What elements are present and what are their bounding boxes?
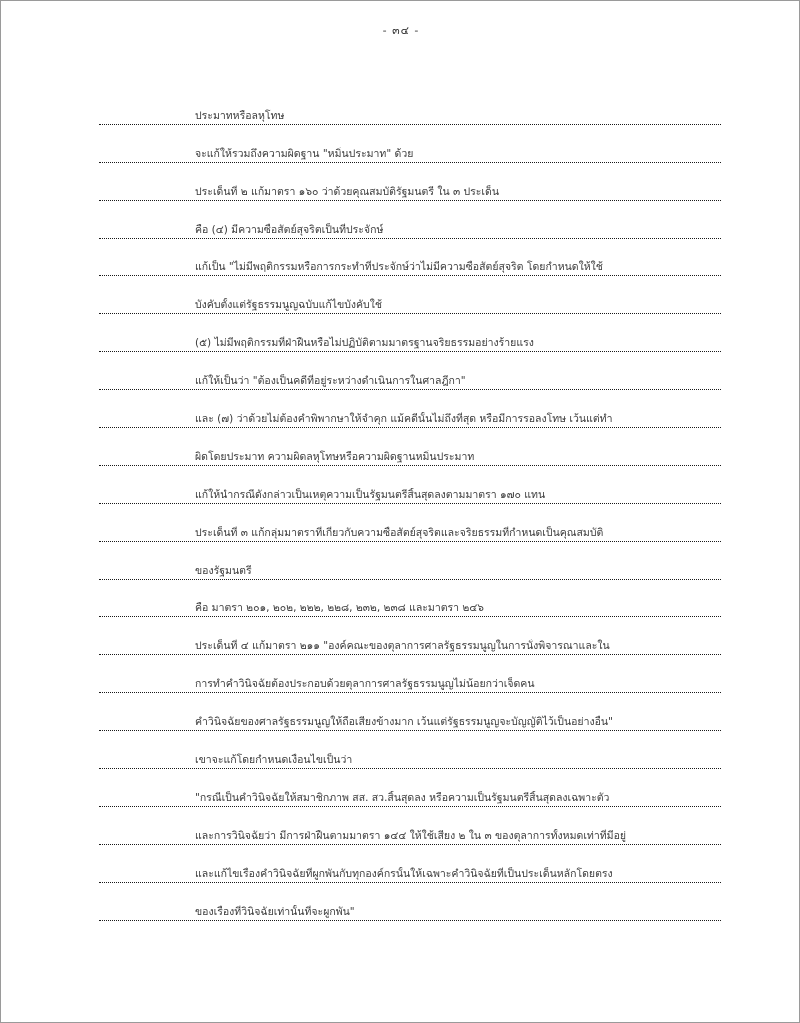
text-line [99,693,721,731]
text-line [99,352,721,390]
text-line [99,655,721,693]
text-line [99,883,721,921]
text-line [99,580,721,618]
line-text: "กรณีเป็นคำวินิจฉัยให้สมาชิกภาพ สส. สว.สิ้นสุดลง หรือความเป็นรัฐมนตรีสิ้นสุดลงเฉพาะตัว [195,791,610,804]
text-line [99,731,721,769]
line-text: การทำคำวินิจฉัยต้องประกอบด้วยตุลาการศาลรัฐธรรมนูญไม่น้อยกว่าเจ็ดคน [195,678,535,691]
text-lines [99,87,721,921]
text-line [99,239,721,277]
line-text: จะแก้ให้รวมถึงความผิดฐาน "หมิ่นประมาท" ด้วย [195,147,414,160]
text-line [99,314,721,352]
text-line [99,542,721,580]
line-text: และแก้ไขเรื่องคำวินิจฉัยที่ผูกพันกับทุกองค์กรนั้นให้เฉพาะคำวินิจฉัยที่เป็นประเด็นหลักโดยตรง [195,867,613,880]
line-text: และ (๗) ว่าด้วยไม่ต้องคำพิพากษาให้จำคุก แม้คดีนั้นไม่ถึงที่สุด หรือมีการรอลงโทษ เว้นแต่ทำ [195,413,613,426]
line-text: บังคับตั้งแต่รัฐธรรมนูญฉบับแก้ไขบังคับใช้ [195,299,382,312]
line-text: แก้ให้นำกรณีดังกล่าวเป็นเหตุความเป็นรัฐมนตรีสิ้นสุดลงตามมาตรา ๑๗๐ แทน [195,488,546,501]
line-text: คือ มาตรา ๒๐๑, ๒๐๒, ๒๒๒, ๒๒๘, ๒๓๒, ๒๓๘ และมาตรา ๒๔๖ [195,602,484,615]
line-text: ประมาทหรือลหุโทษ [195,109,285,122]
line-text: (๕) ไม่มีพฤติกรรมที่ฝ่าฝืนหรือไม่ปฏิบัติตามมาตรฐานจริยธรรมอย่างร้ายแรง [195,337,534,350]
text-line [99,466,721,504]
page-number: - ๓๔ - [382,24,420,37]
text-line [99,617,721,655]
line-text: ผิดโดยประมาท ความผิดลหุโทษหรือความผิดฐานหมิ่นประมาท [195,450,475,463]
text-line [99,201,721,239]
line-text: ประเด็นที่ ๒ แก้มาตรา ๑๖๐ ว่าด้วยคุณสมบัติรัฐมนตรี ใน ๓ ประเด็น [195,185,500,198]
line-text: เขาจะแก้โดยกำหนดเงื่อนไขเป็นว่า [195,754,353,767]
line-text: แก้เป็น "ไม่มีพฤติกรรมหรือการกระทำที่ประจักษ์ว่าไม่มีความซื่อสัตย์สุจริต โดยกำหนดให้ใช้ [195,261,603,274]
line-text: ประเด็นที่ ๔ แก้มาตรา ๒๑๑ "องค์คณะของตุลาการศาลรัฐธรรมนูญในการนั่งพิจารณาและใน [195,640,610,653]
line-text: ประเด็นที่ ๓ แก้กลุ่มมาตราที่เกี่ยวกับความซื่อสัตย์สุจริตและจริยธรรมที่กำหนดเป็นคุณสมบัติ [195,526,604,539]
text-line [99,428,721,466]
line-text: และการวินิจฉัยว่า มีการฝ่าฝืนตามมาตรา ๑๔๔ ให้ใช้เสียง ๒ ใน ๓ ของตุลาการทั้งหมดเท่าที่มีอยู่ [195,829,627,842]
line-text: ของรัฐมนตรี [195,564,252,577]
text-line [99,504,721,542]
text-line [99,163,721,201]
line-text: คำวินิจฉัยของศาลรัฐธรรมนูญให้ถือเสียงข้างมาก เว้นแต่รัฐธรรมนูญจะบัญญัติไว้เป็นอย่างอื่น" [195,716,613,729]
text-line [99,276,721,314]
line-text: ของเรื่องที่วินิจฉัยเท่านั้นที่จะผูกพัน" [195,905,355,918]
text-line [99,390,721,428]
line-text: คือ (๔) มีความซื่อสัตย์สุจริตเป็นที่ประจักษ์ [195,223,384,236]
text-line [99,125,721,163]
text-line [99,807,721,845]
text-line [99,845,721,883]
text-line [99,87,721,125]
line-text: แก้ให้เป็นว่า "ต้องเป็นคดีที่อยู่ระหว่างดำเนินการในศาลฎีกา" [195,375,466,388]
text-line [99,769,721,807]
